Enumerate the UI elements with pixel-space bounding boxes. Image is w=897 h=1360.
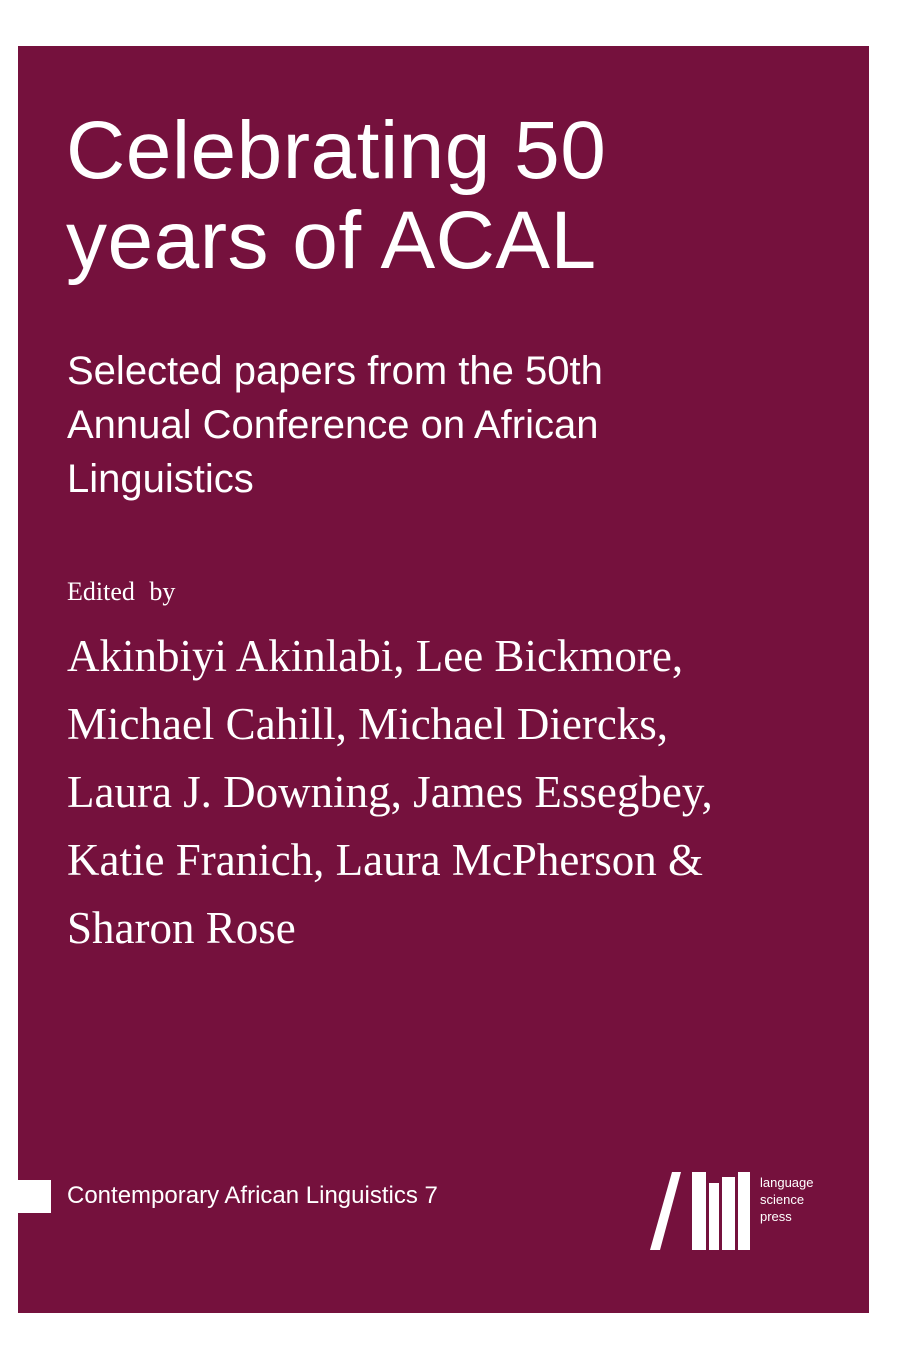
- series-marker: [18, 1180, 51, 1213]
- editor-list: [67, 622, 847, 962]
- book-subtitle-line: Selected papers from the 50th: [67, 349, 603, 393]
- book-spines-logo-icon: [650, 1168, 758, 1252]
- book-title-line: Celebrating 50: [66, 105, 607, 196]
- editor-line: Michael Cahill, Michael Diercks,: [67, 699, 669, 749]
- book-subtitle-line: Annual Conference on African: [67, 403, 599, 447]
- book-title: [66, 106, 826, 286]
- edited-by-label: Edited by: [67, 577, 176, 606]
- publisher-name-line: science: [760, 1192, 805, 1207]
- publisher-name-line: press: [760, 1209, 792, 1224]
- editor-line: Sharon Rose: [67, 903, 296, 953]
- publisher-name-line: language: [760, 1175, 814, 1190]
- book-title-line: years of ACAL: [66, 195, 597, 286]
- book-subtitle: [67, 344, 827, 506]
- series-name: Contemporary African Linguistics 7: [67, 1182, 438, 1209]
- editor-line: Katie Franich, Laura McPherson &: [67, 835, 704, 885]
- editor-line: Laura J. Downing, James Essegbey,: [67, 767, 713, 817]
- editor-line: Akinbiyi Akinlabi, Lee Bickmore,: [67, 631, 684, 681]
- book-subtitle-line: Linguistics: [67, 457, 254, 501]
- publisher-name: [760, 1174, 814, 1225]
